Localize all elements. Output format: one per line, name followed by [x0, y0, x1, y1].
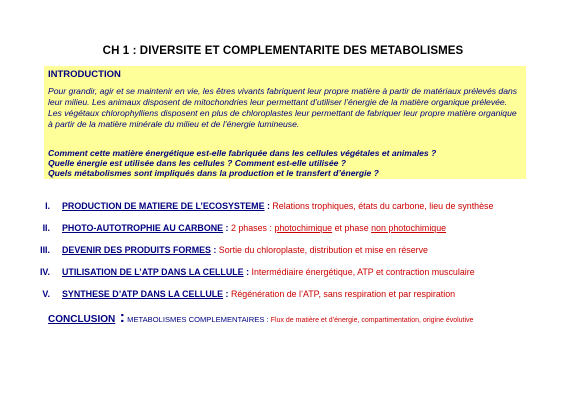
section-heading[interactable]: PRODUCTION DE MATIERE DE L’ECOSYSTEME	[62, 201, 265, 211]
introduction-box	[44, 66, 526, 179]
section-heading[interactable]: PHOTO-AUTOTROPHIE AU CARBONE	[62, 223, 224, 233]
introduction-questions	[48, 148, 522, 178]
section-description: Régénération de l’ATP, sans respiration et par respiration	[228, 289, 456, 299]
page-title: CH 1 : DIVERSITE ET COMPLEMENTARITE DES METABOLISMES	[102, 45, 464, 57]
question-1: Comment cette matière énergétique est-elle fabriquée dans les cellules végétales et animales ?	[48, 148, 437, 158]
phase-photochimique: photochimique	[274, 223, 333, 233]
conclusion-row: CONCLUSION : METABOLISMES COMPLEMENTAIRES : Flux de matière et d’énergie, compartimentation, origine évolutive	[48, 309, 474, 326]
section-description: Sortie du chloroplaste, distribution et mise en réserve	[216, 245, 428, 255]
question-2: Quelle énergie est utilisée dans les cellules ? Comment est-elle utilisée ?	[48, 158, 347, 168]
conclusion-description: Flux de matière et d’énergie, compartimentation, origine évolutive	[270, 317, 474, 324]
introduction-text: Pour grandir, agir et se maintenir en vie, les êtres vivants fabriquent leur propre matière à partir de matériaux prélevés dans leur milieu. Les animaux disposent de mitochondries leur permettant d’utiliser l’énergie de la matière organique prélevée. Les végétaux chlorophylliens disposent en plus de chloroplastes leur permettant de fabriquer leur propre matière organique à partir de la matière minérale du milieu et de l’énergie lumineuse.	[48, 86, 518, 129]
section-description: Relations trophiques, états du carbone, lieu de synthèse	[269, 201, 494, 211]
section-heading[interactable]: DEVENIR DES PRODUITS FORMES	[62, 245, 211, 255]
phase-non-photochimique: non photochimique	[371, 223, 447, 233]
section-number: V.	[42, 289, 50, 299]
section-heading[interactable]: SYNTHESE D’ATP DANS LA CELLULE	[62, 289, 224, 299]
conclusion-heading[interactable]: CONCLUSION	[48, 314, 116, 325]
section-number: III.	[40, 245, 50, 255]
question-3: Quels métabolismes sont impliqués dans la production et le transfert d’énergie ?	[48, 168, 379, 178]
section-number: I.	[45, 201, 50, 211]
conclusion-subtitle: METABOLISMES COMPLEMENTAIRES :	[125, 315, 271, 324]
introduction-heading: INTRODUCTION	[48, 69, 121, 80]
section-description: Intermédiaire énergétique, ATP et contraction musculaire	[249, 267, 475, 277]
section-number: IV.	[39, 267, 50, 277]
section-heading[interactable]: UTILISATION DE L’ATP DANS LA CELLULE	[62, 267, 244, 277]
section-number: II.	[42, 223, 50, 233]
